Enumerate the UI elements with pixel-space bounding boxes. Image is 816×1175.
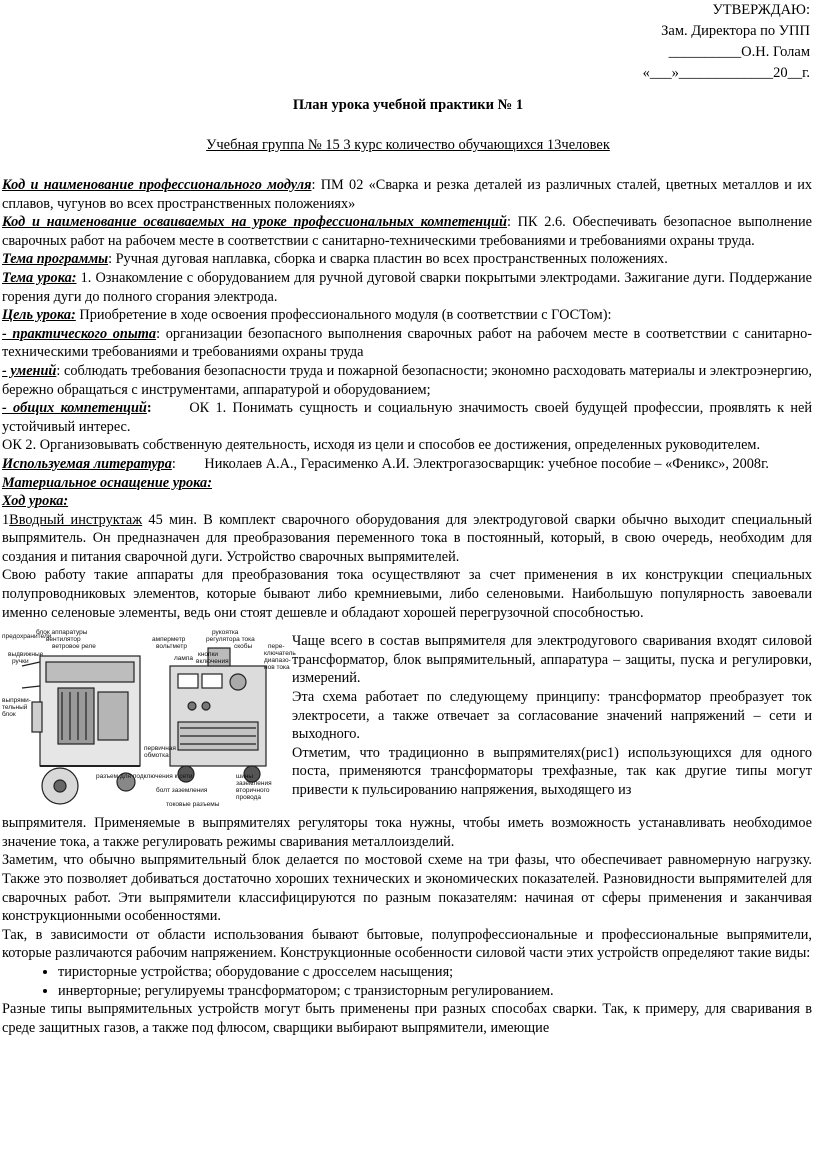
approval-signature: __________О.Н. Голам <box>668 44 810 60</box>
fig-text-1: Чаще всего в состав выпрямителя для электродугового сваривания входят силовой трансформатор, блок выпрямительный, аппаратура – защиты, пуска и регулировки, измерений. <box>292 633 812 687</box>
lesson-topic-text: 1. Ознакомление с оборудованием для ручной дуговой сварки покрытыми электродами. Зажигание дуги. Поддержание горения дуги до полного сгорания электрода. <box>2 269 812 305</box>
general-competencies-paragraph <box>2 399 816 436</box>
fig-label-24: шины <box>236 773 254 781</box>
fig-label-4: выдвижные <box>8 651 44 659</box>
paragraph-types: Так, в зависимости от области использования бывают бытовые, полупрофессиональные и профессиональные выпрямители, которые различаются рабочим напряжением. Конструкционные особенности силовой части этих устройств определяют такие виды: <box>2 926 812 962</box>
fig-label-26: болт заземления <box>156 787 208 795</box>
ok2-paragraph: ОК 2. Организовывать собственную деятельность, исходя из цели и способов ее достижения, определенных руководителем. <box>2 437 761 454</box>
fig-label-7: тельный <box>2 704 28 712</box>
fig-label-20: пере- <box>268 643 285 651</box>
list-item: • тиристорные устройства; оборудование с дросселем насыщения; <box>58 963 812 982</box>
goal-label: Цель урока: <box>2 307 76 324</box>
fig-label-10: обмотка <box>144 752 169 760</box>
practical-paragraph <box>2 325 812 362</box>
fig-label-13: регулятора тока <box>206 636 255 644</box>
fig-label-1: вентилятор <box>46 636 81 644</box>
program-topic-label: Тема программы <box>2 251 109 268</box>
fig-label-18: кнопки <box>198 651 219 659</box>
fig-label-3: предохранители <box>2 633 52 641</box>
paragraph-bridge: Заметим, что обычно выпрямительный блок делается по мостовой схеме на три фазы, что обеспечивает равномерную нагрузку. Также это позволяет добиваться достаточно хороших технических и экономических показателей. Разновидности выпрямителей для сварочных работ. Эти выпрямители классифицируются по разным показателям: начиная от сферы применения и заканчивая конструкционными особенностями. <box>2 852 812 925</box>
module-text: : ПМ 02 «Сварка и резка деталей из различных сталей, цветных металлов и их сплавов, чугунов во всех пространственных положениях» <box>2 177 813 212</box>
approval-date: «___»_____________20__г. <box>642 65 810 81</box>
rectifier-front-view <box>170 648 266 782</box>
skills-text: : соблюдать требования безопасности труда и пожарной безопасности; экономно расходовать материалы и электроэнергию, бережно обращаться с инструментами, аппаратурой и оборудованием; <box>2 362 812 398</box>
skills-paragraph <box>2 362 812 399</box>
fig-label-29: токовые разъемы <box>166 801 220 809</box>
intro-text: 45 мин. В комплект сварочного оборудования для электродуговой сварки обычно выходит специальный выпрямитель. Он предназначен для преобразования переменного тока в постоянный, который, в свою очередь, необходим для создания и питания сварочной дуги. Устройство сварочных выпрямителей. <box>2 511 812 565</box>
types-list <box>2 963 812 1000</box>
fig-label-23: нов тока <box>264 664 290 672</box>
fig-label-15: амперметр <box>152 636 186 644</box>
practical-label: - практического опыта <box>2 325 157 342</box>
figure-side-text <box>292 632 812 799</box>
lesson-topic-paragraph <box>2 269 812 306</box>
fig-label-16: скобы <box>234 643 253 651</box>
module-paragraph <box>2 176 812 213</box>
intro-num: 1 <box>2 511 10 528</box>
equipment-heading <box>2 474 812 493</box>
paragraph-welding-methods: Разные типы выпрямительных устройств могут быть применены при разных способах сварки. Так, к примеру, для сваривания в среде защитных газов, а также под флюсом, сварщики выбирают выпрямители, имеющие <box>2 1001 812 1036</box>
paragraph-semiconductors: Свою работу такие аппараты для преобразования тока осуществляют за счет применения в их конструкции специальных полупроводниковых элементов, которые бывают либо кремниевыми, либо селеновыми. Наибольшую популярность завоевали именно селеновые элементы, ведь они стоят дешевле и обладают хорошей перегрузочной способностью. <box>2 567 812 621</box>
skills-label: - умений <box>2 362 57 379</box>
fig-label-22: диапазо- <box>264 657 291 665</box>
fig-label-27: вторичного <box>236 787 270 795</box>
fig-label-12: рукоятка <box>212 629 239 637</box>
general-colon: : <box>146 400 152 417</box>
fig-label-9: первичная <box>144 745 176 753</box>
intro-paragraph <box>2 511 812 567</box>
fig-label-19: включения <box>196 658 229 666</box>
approval-position: Зам. Директора по УПП <box>661 23 810 39</box>
intro-label: Вводный инструктаж <box>9 511 143 528</box>
fig-label-28: провода <box>236 794 262 802</box>
fig-label-25: заземления <box>236 780 272 788</box>
general-text: ОК 1. Понимать сущность и социальную значимость своей будущей профессии, проявлять к ней устойчивый интерес. <box>2 400 816 435</box>
literature-paragraph <box>2 455 812 474</box>
competencies-label: Код и наименование осваиваемых на уроке профессиональных компетенций <box>2 214 507 231</box>
course-label: Ход урока: <box>2 493 69 510</box>
course-heading <box>2 492 812 511</box>
practical-text: : организации безопасного выполнения сварочных работ на рабочем месте в соответствии с санитарно-техническими требованиями и требованиями охраны труда <box>2 325 813 361</box>
goal-paragraph <box>2 306 812 325</box>
equipment-label: Материальное оснащение урока: <box>2 474 212 491</box>
module-label: Код и наименование профессионального модуля <box>2 177 312 193</box>
fig-label-11: разъем для подключения к сети <box>96 773 193 781</box>
fig-label-6: выпрями- <box>2 697 31 705</box>
competencies-text: : ПК 2.6. Обеспечивать безопасное выполнение сварочных работ на рабочем месте в соответствии с санитарно-техническими требованиями и требованиями охраны труда. <box>2 214 812 249</box>
fig-label-0: блок аппаратуры <box>36 629 88 637</box>
figure-section <box>2 622 812 814</box>
fig-label-8: блок <box>2 711 16 719</box>
lesson-topic-label: Тема урока: <box>2 269 77 286</box>
fig-label-2: ветровое реле <box>52 643 96 651</box>
list-item: • инверторные; регулируемы трансформатором; с транзисторным регулированием. <box>58 982 812 1001</box>
program-topic-text: : Ручная дуговая наплавка, сборка и сварка пластин во всех пространственных положениях. <box>108 251 668 268</box>
fig-label-17: лампа <box>174 655 194 663</box>
fig-text-3: Отметим, что традиционно в выпрямителях(рис1) использующихся для одного поста, применяются трансформаторы трехфазные, так как другие типы могут привести к пульсированию напряжения, выходящего из <box>292 744 812 798</box>
general-label: - общих компетенций <box>2 400 147 417</box>
rectifier-figure <box>2 626 296 810</box>
document-body <box>2 176 816 1037</box>
goal-text: Приобретение в ходе освоения профессионального модуля (в соответствии с ГОСТом): <box>75 307 612 324</box>
page-title: План урока учебной практики № 1 <box>292 97 524 113</box>
fig-label-5: ручки <box>12 658 29 666</box>
group-line: Учебная группа № 15 3 курс количество обучающихся 13человек <box>206 137 610 153</box>
literature-label: Используемая литература <box>2 455 172 472</box>
paragraph-regulators: выпрямителя. Применяемые в выпрямителях регуляторы тока нужны, чтобы иметь возможность устанавливать необходимое значение тока, а также регулировать режимы сваривания металлоизделий. <box>2 815 812 850</box>
program-topic-paragraph <box>2 250 812 269</box>
literature-text: : Николаев А.А., Герасименко А.И. Электрогазосварщик: учебное пособие – «Феникс», 2008г. <box>171 455 769 472</box>
approval-block <box>643 0 810 84</box>
fig-text-2: Эта схема работает по следующему принципу: трансформатор преобразует ток электросети, а также отвечает за согласование значений напряжений – сети и выходного. <box>292 689 812 743</box>
competencies-paragraph <box>2 213 812 250</box>
fig-label-14: вольтметр <box>156 643 187 651</box>
fig-label-21: ключатель <box>264 650 296 658</box>
approval-heading: УТВЕРЖДАЮ: <box>712 2 810 18</box>
